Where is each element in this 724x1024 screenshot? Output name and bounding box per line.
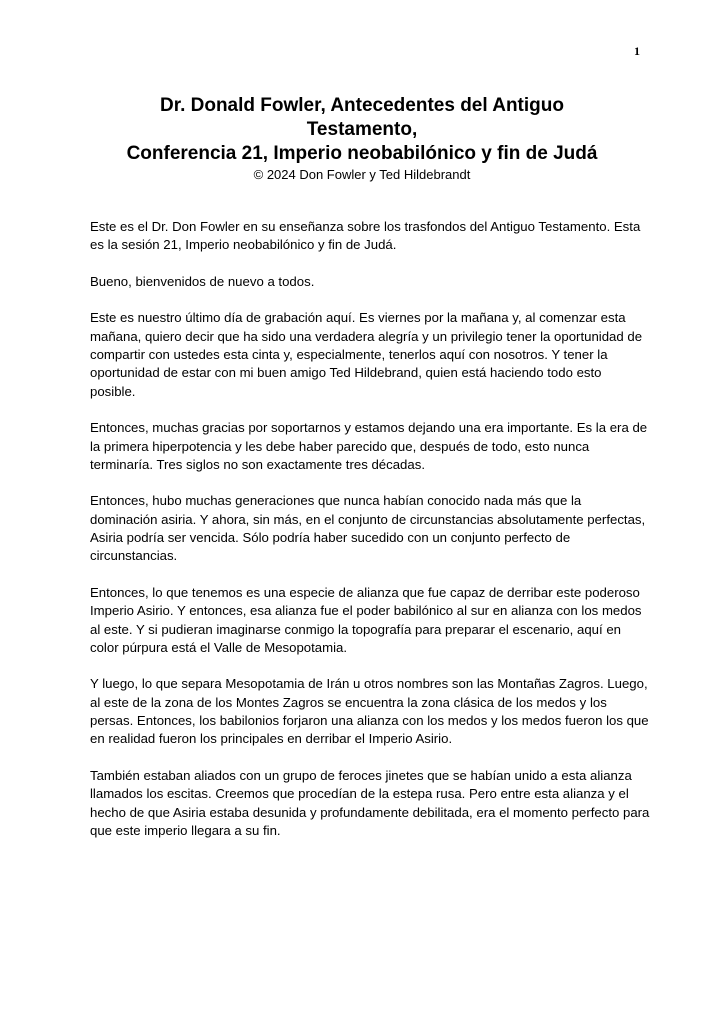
paragraph: Bueno, bienvenidos de nuevo a todos. bbox=[90, 273, 315, 289]
page-number: 1 bbox=[634, 44, 640, 58]
paragraph: Entonces, hubo muchas generaciones que nunca habían conocido nada más que la dominación asiria. Y ahora, sin más, en el conjunto de circunstancias absolutamente perfectas, Asiria podría ser vencida. Sólo podría haber sucedido con un conjunto perfecto de circunstancias. bbox=[90, 493, 646, 564]
title-line: Dr. Donald Fowler, Antecedentes del Antiguo bbox=[160, 95, 564, 116]
title-line: Testamento, bbox=[306, 119, 418, 140]
paragraph: Entonces, muchas gracias por soportarnos y estamos dejando una era importante. Es la era de la primera hiperpotencia y les debe haber parecido que, después de todo, esto nunca terminaría. Tres siglos no son exactamente tres décadas. bbox=[90, 420, 648, 472]
title-line: Conferencia 21, Imperio neobabilónico y fin de Judá bbox=[126, 143, 598, 164]
document-title bbox=[60, 94, 664, 166]
paragraph: Y luego, lo que separa Mesopotamia de Irán u otros nombres son las Montañas Zagros. Luego, al este de la zona de los Montes Zagros se encuentra la zona clásica de los medos y los persas. Entonces, los babilonios forjaron una alianza con los medos y los medos fueron los que en realidad fueron los principales en derribar el Imperio Asirio. bbox=[90, 676, 649, 747]
paragraph: Este es el Dr. Don Fowler en su enseñanza sobre los trasfondos del Antiguo Testamento. Esta es la sesión 21, Imperio neobabilónico y fin de Judá. bbox=[90, 219, 641, 253]
document-body bbox=[90, 218, 650, 858]
paragraph: También estaban aliados con un grupo de feroces jinetes que se habían unido a esta alianza llamados los escitas. Creemos que procedían de la estepa rusa. Pero entre esta alianza y el hecho de que Asiria estaba desunida y profundamente debilitada, era el momento perfecto para que este imperio llegara a su fin. bbox=[90, 767, 650, 838]
copyright-notice: © 2024 Don Fowler y Ted Hildebrandt bbox=[253, 167, 471, 182]
paragraph: Este es nuestro último día de grabación aquí. Es viernes por la mañana y, al comenzar esta mañana, quiero decir que ha sido una verdadera alegría y un privilegio tener la oportunidad de compartir con ustedes esta cinta y, especialmente, tenerlos aquí con nosotros. Y tener la oportunidad de estar con mi buen amigo Ted Hildebrand, quien está haciendo todo esto posible. bbox=[90, 310, 643, 399]
document-header bbox=[60, 94, 664, 183]
paragraph: Entonces, lo que tenemos es una especie de alianza que fue capaz de derribar este poderoso Imperio Asirio. Y entonces, esa alianza fue el poder babilónico al sur en alianza con los medos al este. Y si pudieran imaginarse conmigo la topografía para preparar el escenario, aquí en color púrpura está el Valle de Mesopotamia. bbox=[90, 584, 642, 655]
